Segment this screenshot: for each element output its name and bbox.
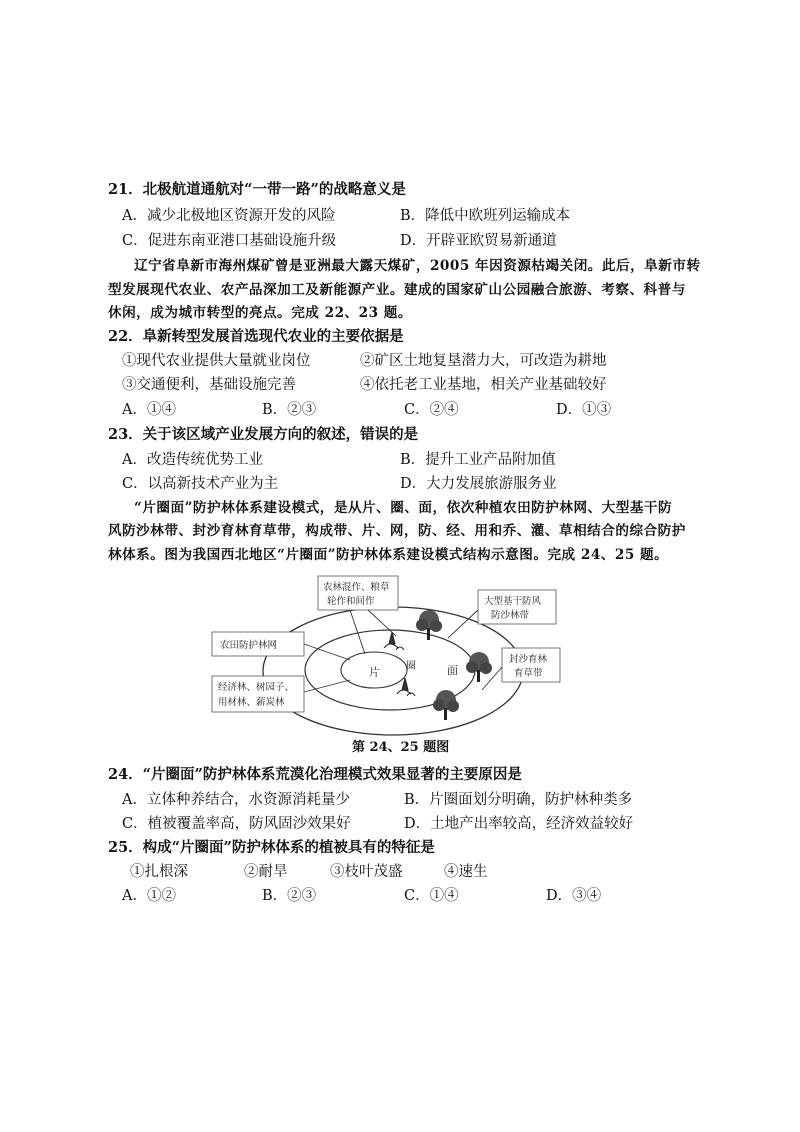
passage1-line-2: 型发展现代农业、农产品深加工及新能源产业。建成的国家矿山公园融合旅游、考察、科普与	[108, 282, 686, 298]
label-seal-line-1: 封沙育林	[509, 654, 548, 665]
passage1-line-1: 辽宁省阜新市海州煤矿曾是亚洲最大露天煤矿，2005 年因资源枯竭关闭。此后，阜新市转	[134, 258, 701, 274]
q24-option-c: C．植被覆盖率高，防风固沙效果好	[122, 816, 351, 832]
q22-statement-1: ①现代农业提供大量就业岗位	[122, 353, 311, 369]
q25-statement-4: ④速生	[444, 864, 488, 880]
q25-stem: 25．构成“片圈面”防护林体系的植被具有的特征是	[108, 839, 435, 856]
label-farm-grid: 农田防护林网	[220, 640, 278, 651]
label-belt-line-2: 防沙林带	[491, 610, 530, 621]
ring-label-quan: 圈	[406, 661, 416, 672]
q22-option-a: A．①④	[122, 402, 176, 418]
q25-option-d: D．③④	[546, 888, 602, 904]
q22-option-b: B．②③	[262, 402, 317, 418]
q22-statement-3: ③交通便利，基础设施完善	[122, 377, 296, 393]
ring-label-pian: 片	[369, 666, 380, 679]
q24-option-a: A．立体种养结合，水资源消耗量少	[122, 792, 350, 808]
q21-option-b: B．降低中欧班列运输成本	[400, 208, 571, 224]
q25-statement-2: ②耐旱	[244, 864, 288, 880]
q23-option-a: A．改造传统优势工业	[122, 452, 263, 468]
label-belt-line-1: 大型基干防风	[484, 596, 542, 607]
q24-option-d: D．土地产出率较高，经济效益较好	[404, 816, 634, 832]
passage2-line-1: “片圈面”防护林体系建设模式，是从片、圈、面，依次种植农田防护林网、大型基干防	[134, 500, 673, 516]
figure-caption: 第 24、25 题图	[352, 740, 450, 755]
shelterbelt-structure-diagram	[200, 572, 600, 750]
passage1-line-3: 休闲，成为城市转型的亮点。完成 22、23 题。	[108, 305, 412, 321]
tree-icon	[416, 610, 442, 640]
q25-option-a: A．①②	[122, 888, 176, 904]
q24-stem: 24．“片圈面”防护林体系荒漠化治理模式效果显著的主要原因是	[108, 766, 522, 783]
tree-icon	[433, 690, 459, 720]
passage2-line-2: 风防沙林带、封沙育林育草带，构成带、片、网，防、经、用和乔、灌、草相结合的综合防护	[108, 523, 686, 539]
q25-statement-1: ①扎根深	[130, 864, 188, 880]
label-econ-line-1: 经济林、树园子、	[218, 682, 295, 693]
q21-stem: 21．北极航道通航对“一带一路”的战略意义是	[108, 181, 406, 198]
label-mix-line-2: 轮作和间作	[327, 596, 375, 607]
q22-statement-2: ②矿区土地复垦潜力大，可改造为耕地	[360, 353, 607, 369]
q25-option-b: B．②③	[262, 888, 317, 904]
q22-statement-4: ④依托老工业基地，相关产业基础较好	[360, 377, 607, 393]
q21-option-a: A．减少北极地区资源开发的风险	[122, 208, 336, 224]
label-seal-line-2: 育草带	[514, 668, 543, 679]
q21-option-c: C．促进东南亚港口基础设施升级	[122, 233, 337, 249]
ring-label-mian: 面	[447, 664, 458, 677]
q23-stem: 23．关于该区域产业发展方向的叙述，错误的是	[108, 426, 419, 443]
q23-option-c: C．以高新技术产业为主	[122, 476, 279, 492]
q23-option-d: D．大力发展旅游服务业	[400, 476, 557, 492]
q25-option-c: C．①④	[404, 888, 459, 904]
label-mix-line-1: 农林混作、粮草	[323, 582, 390, 593]
q24-option-b: B．片圈面划分明确，防护林种类多	[404, 792, 633, 808]
passage2-line-3: 林体系。图为我国西北地区“片圈面”防护林体系建设模式结构示意图。完成 24、25 题。	[108, 547, 669, 563]
q22-option-c: C．②④	[404, 402, 459, 418]
q22-option-d: D．①③	[556, 402, 612, 418]
q22-stem: 22．阜新转型发展首选现代农业的主要依据是	[108, 328, 404, 345]
q25-statement-3: ③枝叶茂盛	[330, 864, 403, 880]
q21-option-d: D．开辟亚欧贸易新通道	[400, 233, 557, 249]
q23-option-b: B．提升工业产品附加值	[400, 452, 556, 468]
label-econ-line-2: 用材林、薪炭林	[218, 697, 285, 708]
